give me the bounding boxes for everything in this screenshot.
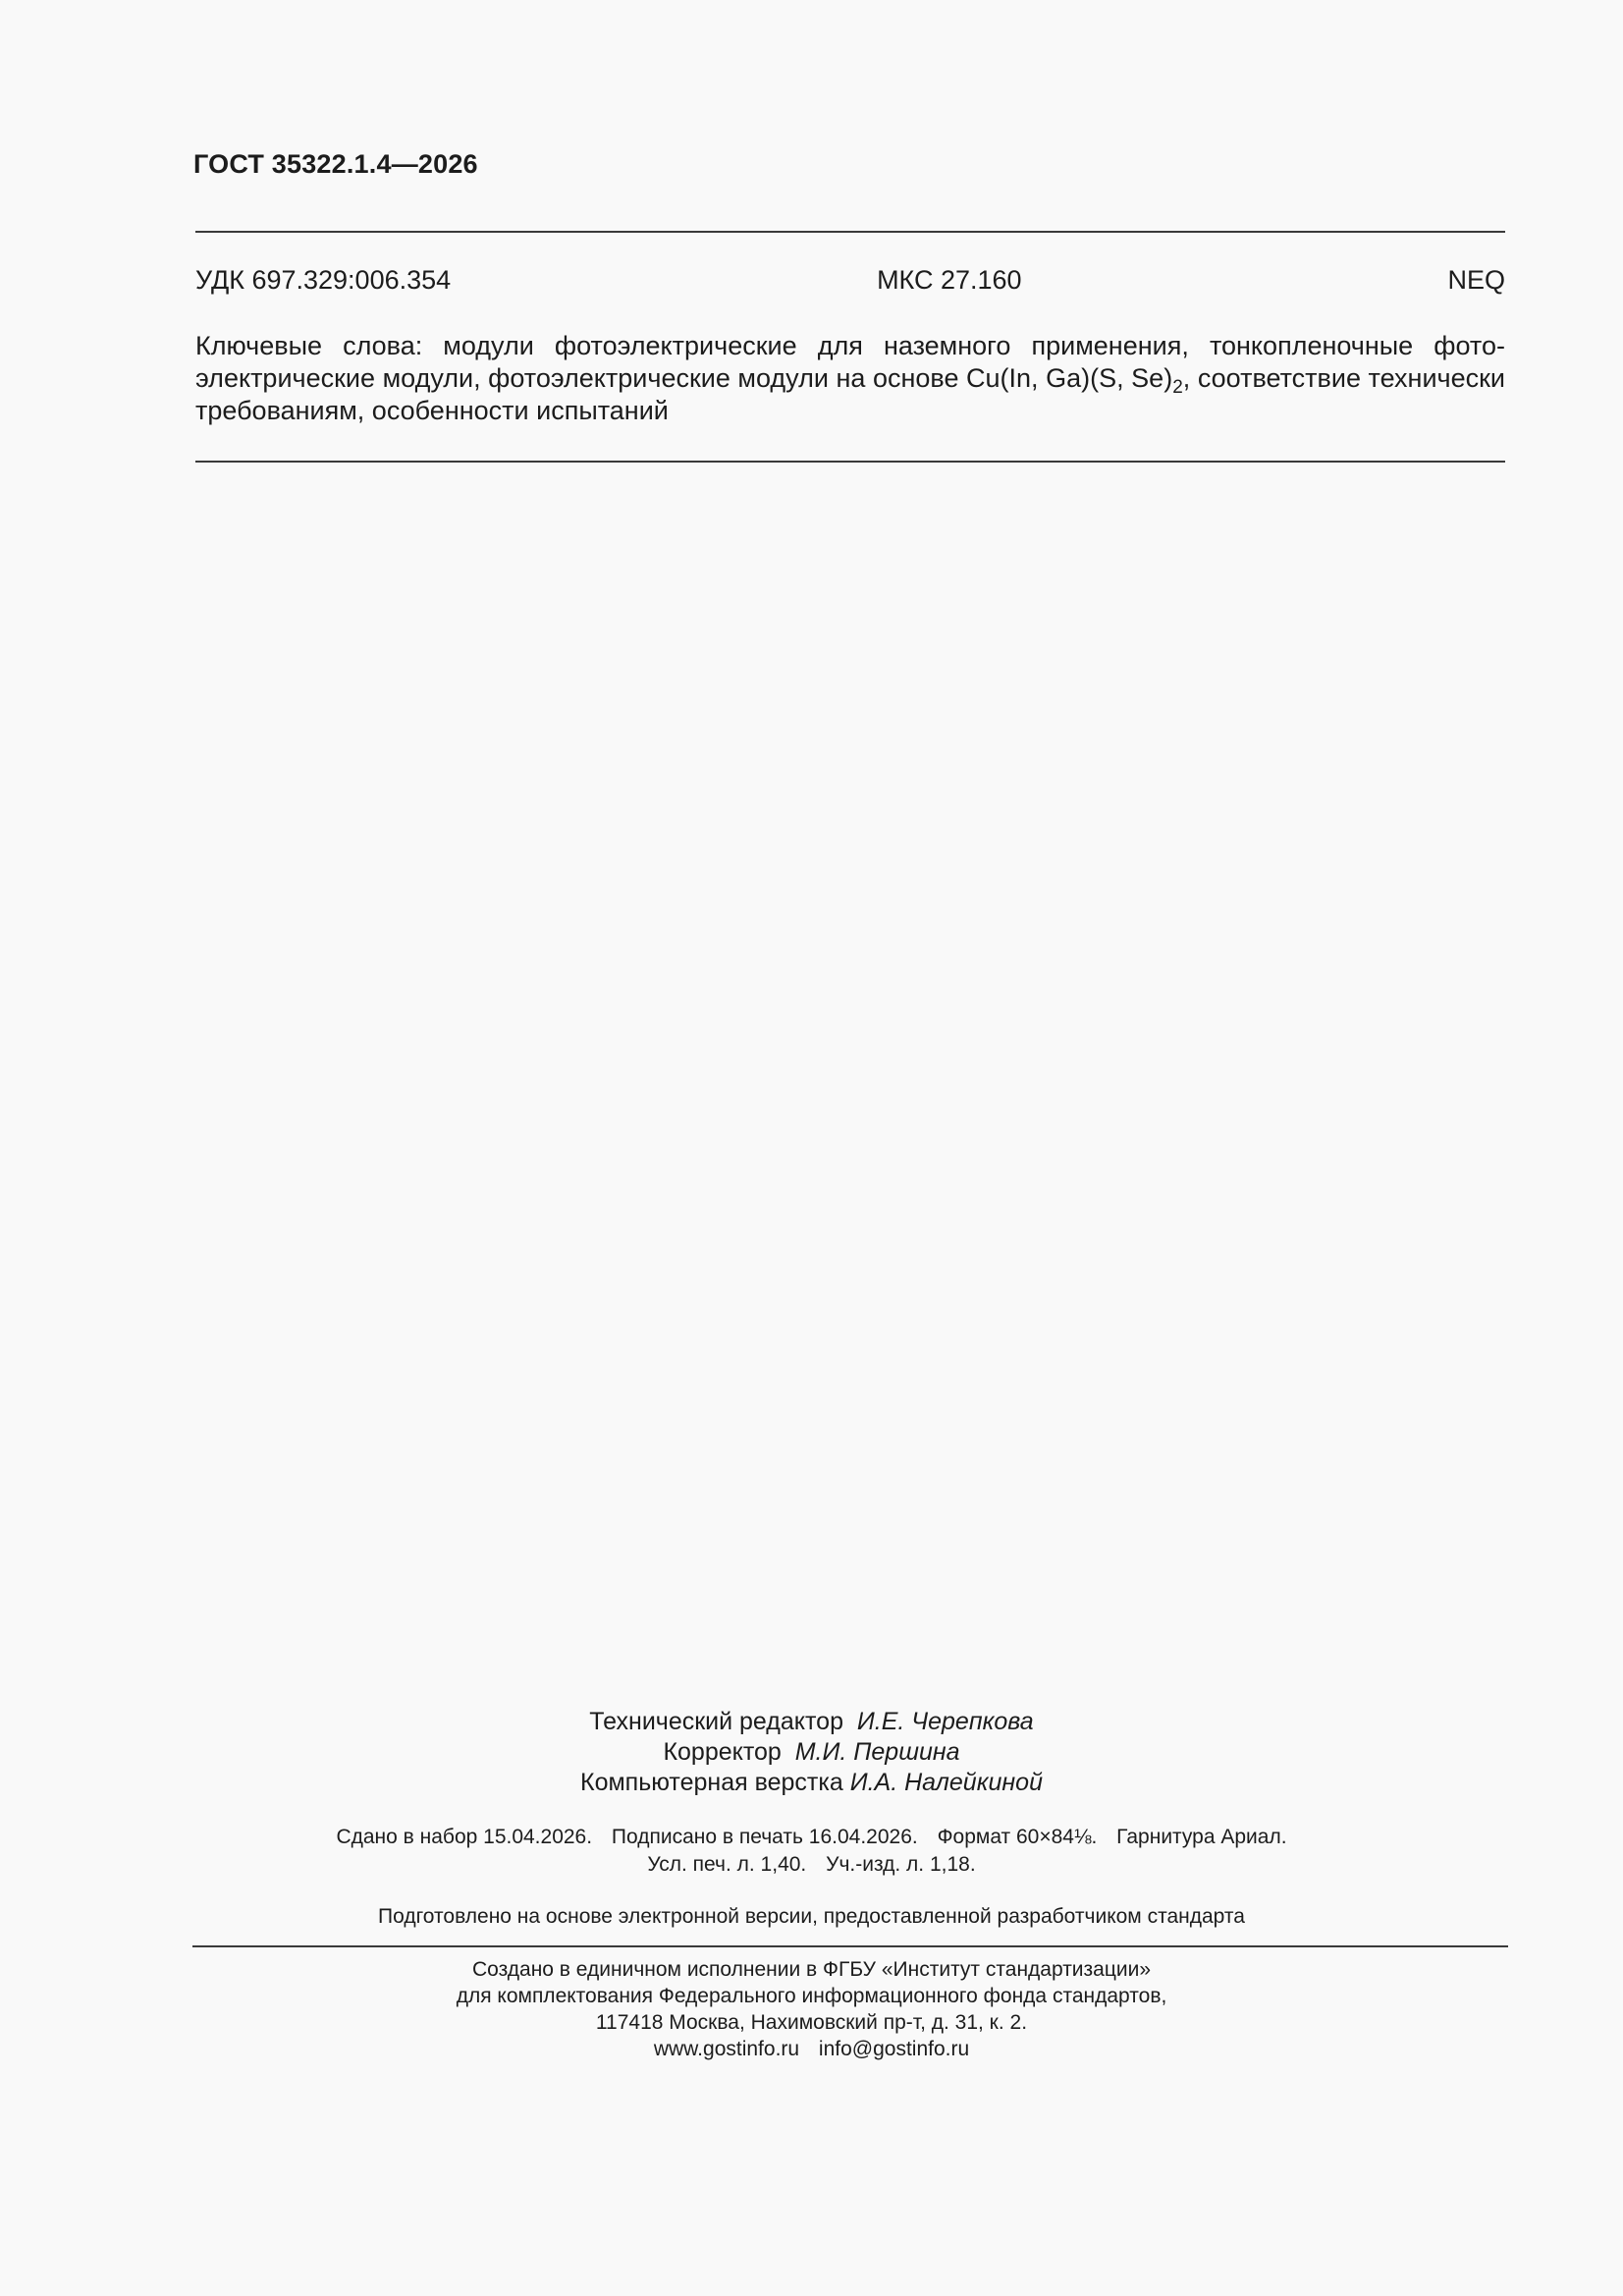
print-info-line-2: [0, 1851, 1623, 1879]
classification-row: [195, 265, 1505, 299]
credit-role: Технический редактор: [589, 1708, 843, 1735]
mks-code: МКС 27.160: [877, 265, 1022, 295]
keywords-paragraph: [195, 330, 1505, 427]
top-divider: [195, 231, 1505, 233]
paper-format: Формат 60×84⅛.: [937, 1826, 1098, 1848]
correspondence-degree: NEQ: [1447, 265, 1505, 295]
publisher-line-1: Создано в единичном исполнении в ФГБУ «Институт стандартизации»: [471, 1958, 1152, 1981]
publisher-line-3: 117418 Москва, Нахимовский пр-т, д. 31, к. 2.: [595, 2011, 1028, 2034]
credits-block: [0, 1707, 1623, 1798]
signed-date: Подписано в печать 16.04.2026.: [611, 1826, 918, 1848]
credit-name: И.Е. Черепкова: [856, 1708, 1034, 1735]
publisher-line-2: для комплектования Федерального информационного фонда стандартов,: [456, 1985, 1167, 2007]
print-info-block: [0, 1824, 1623, 1879]
print-sheets: Усл. печ. л. 1,40.: [647, 1853, 807, 1876]
publisher-contacts: [0, 2036, 1623, 2062]
keywords-subscript: 2: [1172, 377, 1183, 398]
submitted-date: Сдано в набор 15.04.2026.: [336, 1826, 593, 1848]
credit-name: И.А. Налейкиной: [849, 1769, 1043, 1796]
credit-name: М.И. Першина: [794, 1738, 960, 1766]
keywords-text-end: , соответствие технически требованиям, особенности испытаний: [195, 363, 1505, 425]
print-info-line-1: [0, 1824, 1623, 1851]
credit-line-technical-editor: [0, 1707, 1623, 1737]
publisher-block: [0, 1956, 1623, 2062]
credit-line-proofreader: [0, 1737, 1623, 1768]
publisher-divider: [192, 1945, 1508, 1947]
udk-code: УДК 697.329:006.354: [195, 265, 452, 295]
website-link[interactable]: www.gostinfo.ru: [653, 2038, 800, 2060]
prepared-note: Подготовлено на основе электронной версии, предоставленной разработчиком стандарта: [378, 1905, 1245, 1928]
credit-line-layout: [0, 1768, 1623, 1798]
keywords-text-main: Ключевые слова: модули фотоэлектрические для наземного применения, тонкопленочные фото-электрические модули, фотоэлектрические модули на основе Cu(In, Ga)(S, Se): [195, 331, 1505, 393]
email-link[interactable]: info@gostinfo.ru: [818, 2038, 970, 2060]
keywords-divider: [195, 461, 1505, 463]
credit-role: Корректор: [663, 1738, 782, 1766]
credit-role: Компьютерная верстка: [580, 1769, 843, 1796]
publishing-sheets: Уч.-изд. л. 1,18.: [826, 1853, 976, 1876]
document-code: ГОСТ 35322.1.4—2026: [193, 149, 478, 179]
typeface: Гарнитура Ариал.: [1116, 1826, 1287, 1848]
